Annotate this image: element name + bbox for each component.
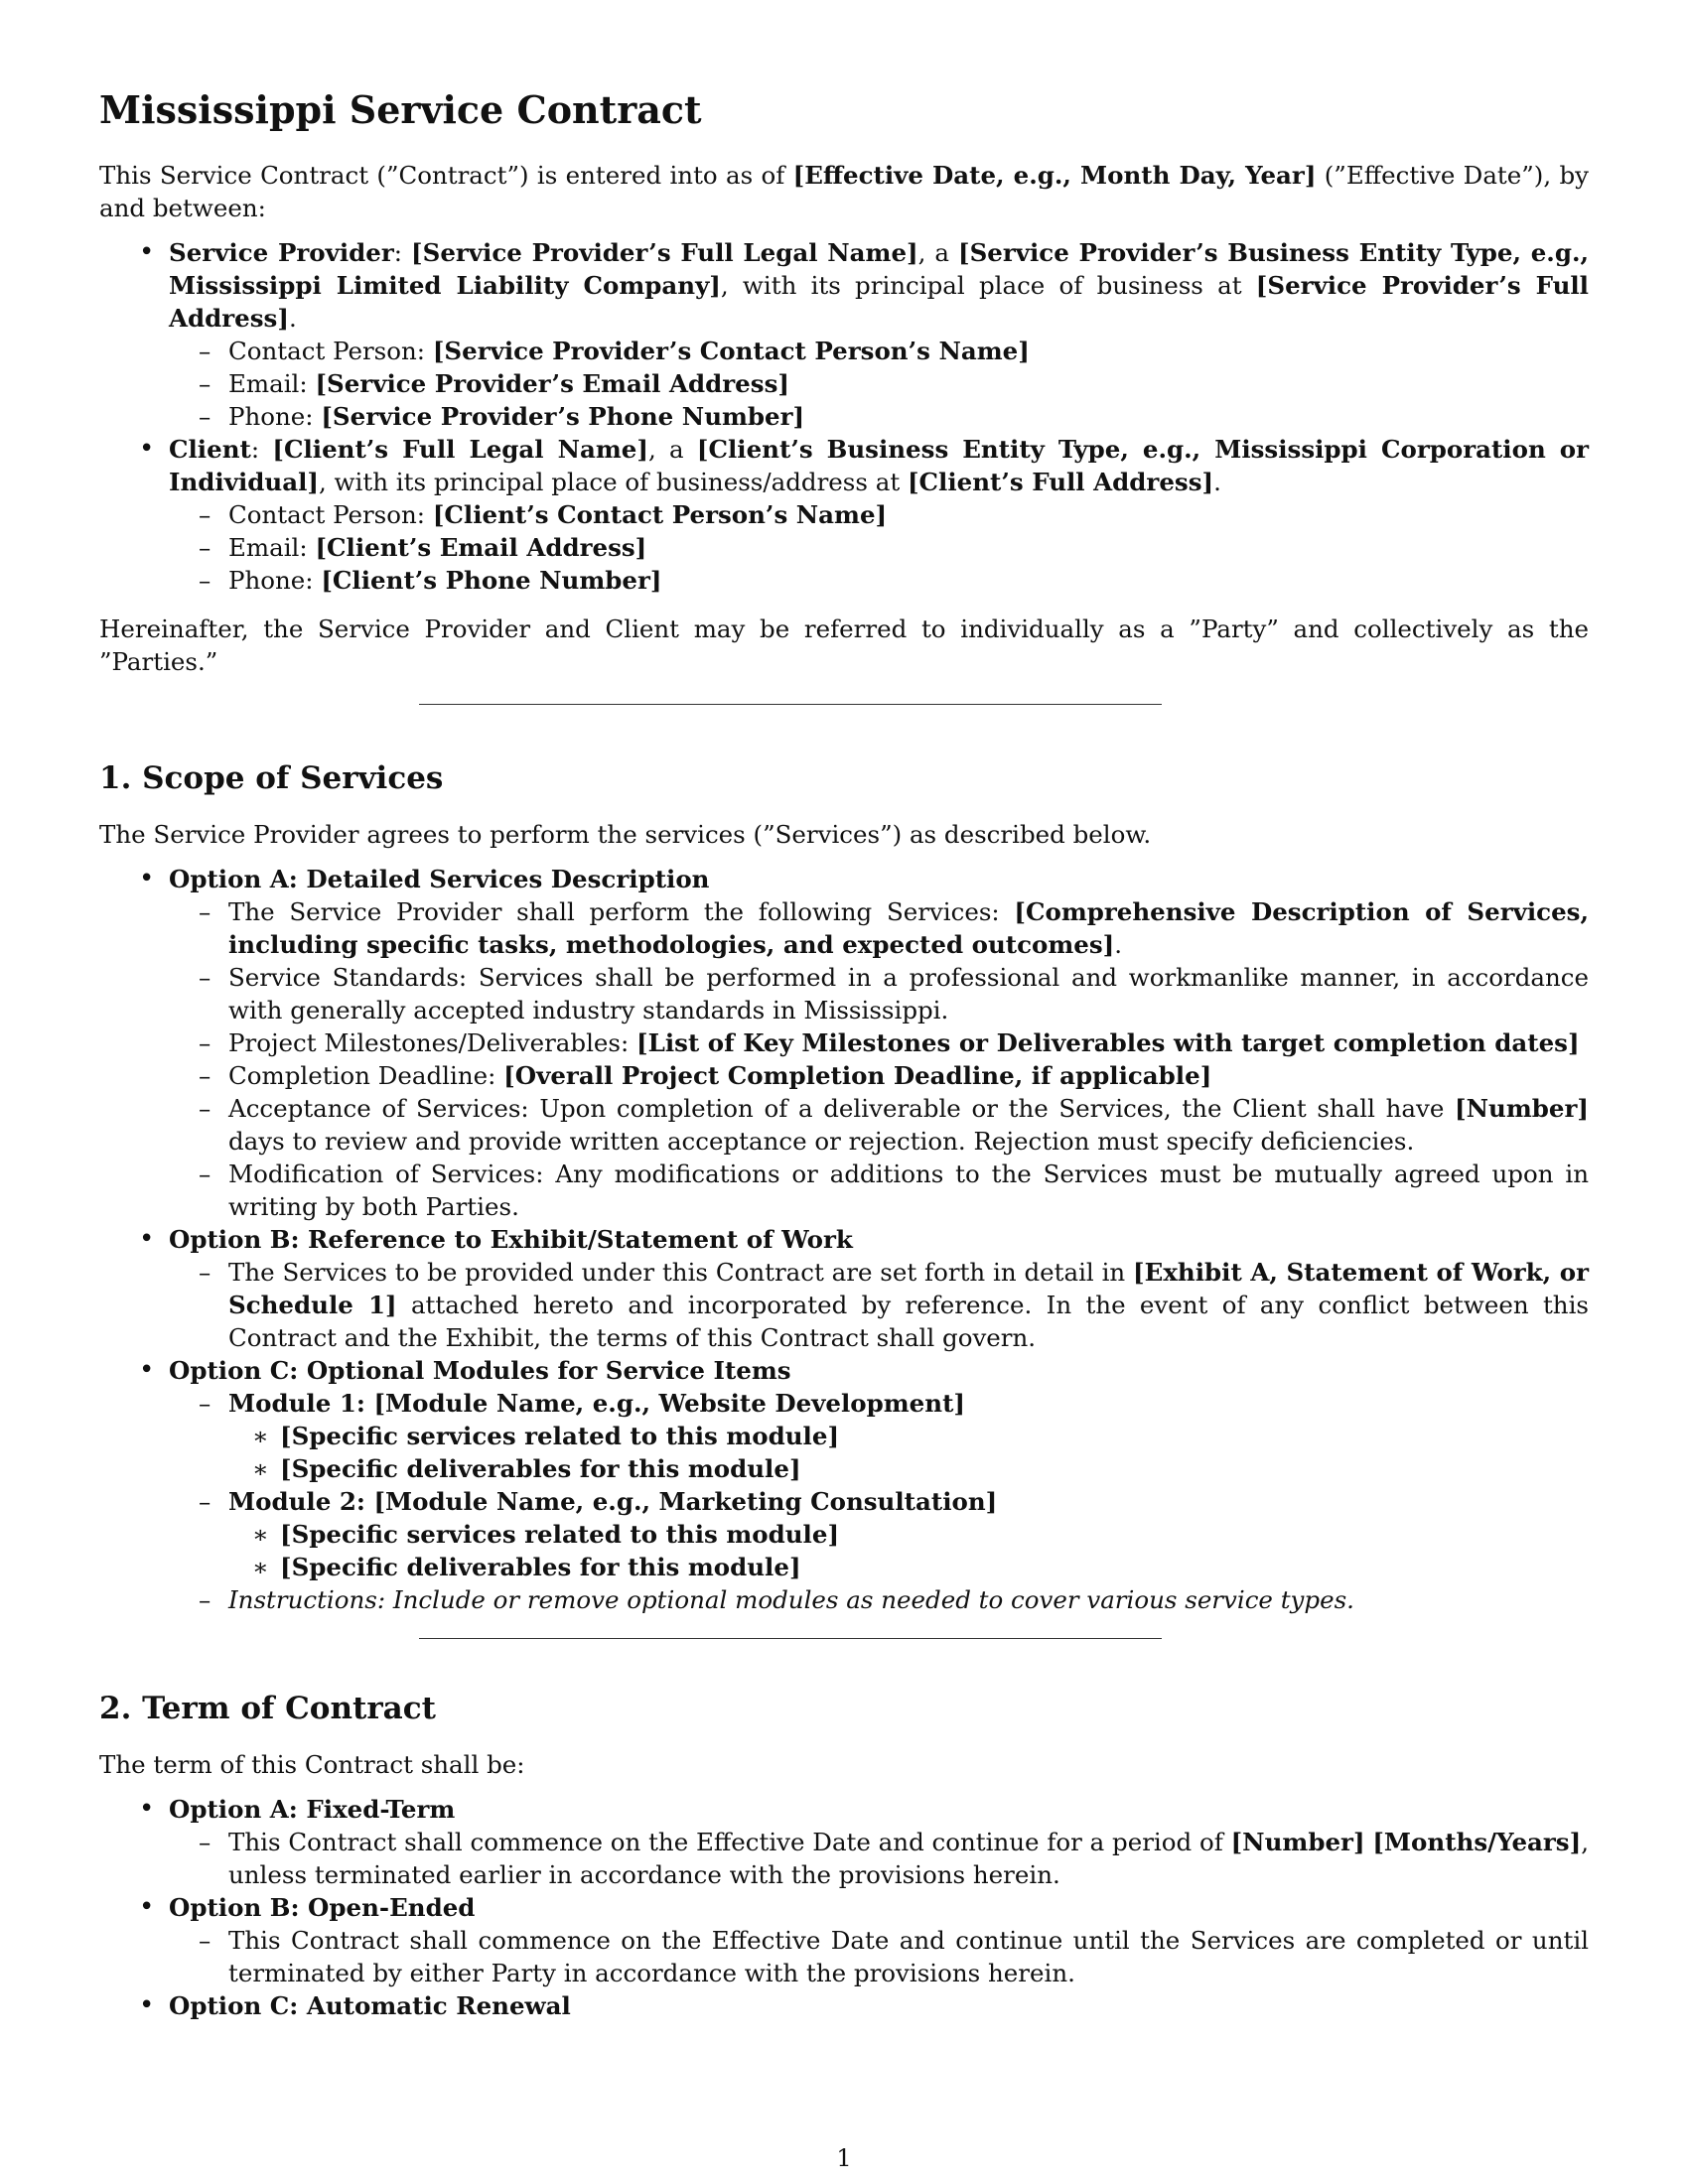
list-item xyxy=(169,1026,1589,1059)
hereinafter-paragraph: Hereinafter, the Service Provider and Client may be referred to individually as a ”Party” and collectively as the ”Parties.” xyxy=(99,614,1589,676)
provider-text: , a xyxy=(917,238,958,267)
provider-text: , with its principal place of business at xyxy=(720,271,1256,300)
item-text: days to review and provide written acceptance or rejection. Rejection must specify deficiencies. xyxy=(228,1127,1415,1156)
item-placeholder: [Exhibit A, Statement of Work, or Schedule 1] xyxy=(228,1258,1590,1319)
client-text: , with its principal place of business/address at xyxy=(318,468,908,496)
item-text: Completion Deadline: xyxy=(228,1061,504,1090)
option-label: Option C: Automatic Renewal xyxy=(169,1991,571,2020)
client-text: . xyxy=(1213,468,1221,496)
list-item xyxy=(169,1826,1589,1891)
client-name-placeholder: [Client’s Full Legal Name] xyxy=(272,435,648,464)
item-placeholder: [Months/Years] xyxy=(1372,1828,1582,1856)
client-label: Client xyxy=(169,435,251,464)
provider-colon: : xyxy=(393,238,412,267)
phone-label: Phone: xyxy=(228,402,322,431)
section-1-intro: The Service Provider agrees to perform the services (”Services”) as described below. xyxy=(99,820,1152,849)
provider-entity-placeholder: [Service Provider’s Business Entity Type, e.g., Mississippi Limited Liability Company] xyxy=(169,238,1590,300)
document-title: Mississippi Service Contract xyxy=(99,87,702,132)
section-1-option-c xyxy=(99,1354,1589,1616)
list-item xyxy=(169,1092,1589,1158)
document-page xyxy=(99,87,1589,2022)
list-item xyxy=(228,1551,1589,1583)
phone-value: [Client’s Phone Number] xyxy=(321,566,662,595)
module-2-items xyxy=(228,1518,1589,1583)
list-item xyxy=(228,1452,1589,1485)
module-2 xyxy=(169,1485,1589,1583)
provider-item xyxy=(99,236,1589,433)
option-a-items xyxy=(169,895,1589,1223)
option-b-items xyxy=(169,1924,1589,1989)
section-2-intro: The term of this Contract shall be: xyxy=(99,1750,525,1779)
email-label: Email: xyxy=(228,369,316,398)
client-text: , a xyxy=(647,435,697,464)
email-value: [Client’s Email Address] xyxy=(315,533,647,562)
contact-label: Contact Person: xyxy=(228,337,433,365)
parties-list xyxy=(99,236,1589,597)
item-text: , unless terminated earlier in accordance with the provisions herein. xyxy=(228,1828,1589,1889)
item-placeholder: [List of Key Milestones or Deliverables with target completion dates] xyxy=(636,1028,1580,1057)
client-phone xyxy=(169,564,1589,597)
module-label: Module 2: xyxy=(228,1487,374,1516)
item-placeholder: [Number] xyxy=(1455,1094,1589,1123)
provider-text: . xyxy=(288,304,297,333)
client-item xyxy=(99,433,1589,597)
contact-value: [Service Provider’s Contact Person’s Name] xyxy=(432,337,1030,365)
module-1 xyxy=(169,1387,1589,1485)
list-item xyxy=(169,895,1589,961)
item-text: The Service Provider shall perform the following Services: xyxy=(228,897,1015,926)
intro-paragraph xyxy=(99,159,1589,224)
option-c-items xyxy=(169,1387,1589,1616)
client-colon: : xyxy=(250,435,273,464)
option-label: Option A: Detailed Services Description xyxy=(169,865,710,893)
option-label: Option B: Reference to Exhibit/Statement of Work xyxy=(169,1225,853,1254)
list-item: – Modification of Services: Any modifications or additions to the Services must be mutually agreed upon in writing by both Parties. xyxy=(169,1158,1589,1223)
section-2-heading: 2. Term of Contract xyxy=(99,1691,436,1726)
page-number: 1 xyxy=(836,2144,852,2172)
client-contact-list xyxy=(169,498,1589,597)
item-placeholder: [Specific deliverables for this module] xyxy=(280,1553,801,1581)
option-b-items xyxy=(169,1256,1589,1354)
list-item xyxy=(169,1059,1589,1092)
module-1-items xyxy=(228,1420,1589,1485)
list-item xyxy=(228,1518,1589,1551)
client-address-placeholder: [Client’s Full Address] xyxy=(907,468,1214,496)
section-1-option-b xyxy=(99,1223,1589,1354)
item-placeholder: [Overall Project Completion Deadline, if applicable] xyxy=(503,1061,1212,1090)
phone-label: Phone: xyxy=(228,566,322,595)
provider-name-placeholder: [Service Provider’s Full Legal Name] xyxy=(411,238,918,267)
provider-address-placeholder: [Service Provider’s Full Address] xyxy=(169,271,1589,333)
item-placeholder: [Specific deliverables for this module] xyxy=(280,1454,801,1483)
email-label: Email: xyxy=(228,533,316,562)
instructions-note xyxy=(169,1583,1589,1616)
item-text: This Contract shall commence on the Effective Date and continue for a period of xyxy=(228,1828,1231,1856)
list-item xyxy=(169,1256,1589,1354)
contact-label: Contact Person: xyxy=(228,500,433,529)
item-placeholder: [Specific services related to this module] xyxy=(280,1422,840,1450)
module-name: [Module Name, e.g., Website Development] xyxy=(373,1389,965,1418)
list-item xyxy=(228,1420,1589,1452)
option-label: Option B: Open-Ended xyxy=(169,1893,476,1922)
section-2-option-a xyxy=(99,1793,1589,1891)
phone-value: [Service Provider’s Phone Number] xyxy=(321,402,805,431)
module-label: Module 1: xyxy=(228,1389,374,1418)
instructions-text: Instructions: Include or remove optional modules as needed to cover various service types. xyxy=(228,1585,1354,1614)
list-item: – This Contract shall commence on the Effective Date and continue until the Services are completed or until terminated by either Party in accordance with the provisions herein. xyxy=(169,1924,1589,1989)
item-text: . xyxy=(1114,930,1123,959)
item-placeholder: [Specific services related to this module] xyxy=(280,1520,840,1549)
client-entity-placeholder: [Client’s Business Entity Type, e.g., Mississippi Corporation or Individual] xyxy=(169,435,1589,496)
section-2-options xyxy=(99,1793,1589,2022)
item-text: attached hereto and incorporated by reference. In the event of any conflict between this Contract and the Exhibit, the terms of this Contract shall govern. xyxy=(228,1291,1589,1352)
client-contact xyxy=(169,498,1589,531)
option-label: Option A: Fixed-Term xyxy=(169,1795,456,1824)
section-1-option-a xyxy=(99,863,1589,1223)
horizontal-divider xyxy=(419,1638,1162,1639)
section-2-option-b xyxy=(99,1891,1589,1989)
section-2-option-c xyxy=(99,1989,1589,2022)
provider-label: Service Provider xyxy=(169,238,394,267)
module-name: [Module Name, e.g., Marketing Consultation] xyxy=(373,1487,998,1516)
option-label: Option C: Optional Modules for Service Items xyxy=(169,1356,791,1385)
item-text: The Services to be provided under this Contract are set forth in detail in xyxy=(228,1258,1134,1287)
horizontal-divider xyxy=(419,704,1162,705)
item-placeholder: [Comprehensive Description of Services, including specific tasks, methodologies, and expected outcomes] xyxy=(228,897,1589,959)
item-text: Project Milestones/Deliverables: xyxy=(228,1028,637,1057)
section-1-options xyxy=(99,863,1589,1616)
client-email xyxy=(169,531,1589,564)
provider-email xyxy=(169,367,1589,400)
provider-contact-list xyxy=(169,335,1589,433)
item-placeholder: [Number] xyxy=(1230,1828,1365,1856)
intro-text: This Service Contract (”Contract”) is entered into as of xyxy=(99,161,793,190)
email-value: [Service Provider’s Email Address] xyxy=(315,369,789,398)
provider-contact xyxy=(169,335,1589,367)
intro-text-end: (”Effective Date”), by and between: xyxy=(99,161,1589,222)
effective-date-placeholder: [Effective Date, e.g., Month Day, Year] xyxy=(792,161,1317,190)
contact-value: [Client’s Contact Person’s Name] xyxy=(432,500,888,529)
item-text: Acceptance of Services: Upon completion of a deliverable or the Services, the Client shall have xyxy=(228,1094,1456,1123)
option-a-items xyxy=(169,1826,1589,1891)
list-item: – Service Standards: Services shall be performed in a professional and workmanlike manner, in accordance with generally accepted industry standards in Mississippi. xyxy=(169,961,1589,1026)
provider-phone xyxy=(169,400,1589,433)
section-1-heading: 1. Scope of Services xyxy=(99,760,444,796)
